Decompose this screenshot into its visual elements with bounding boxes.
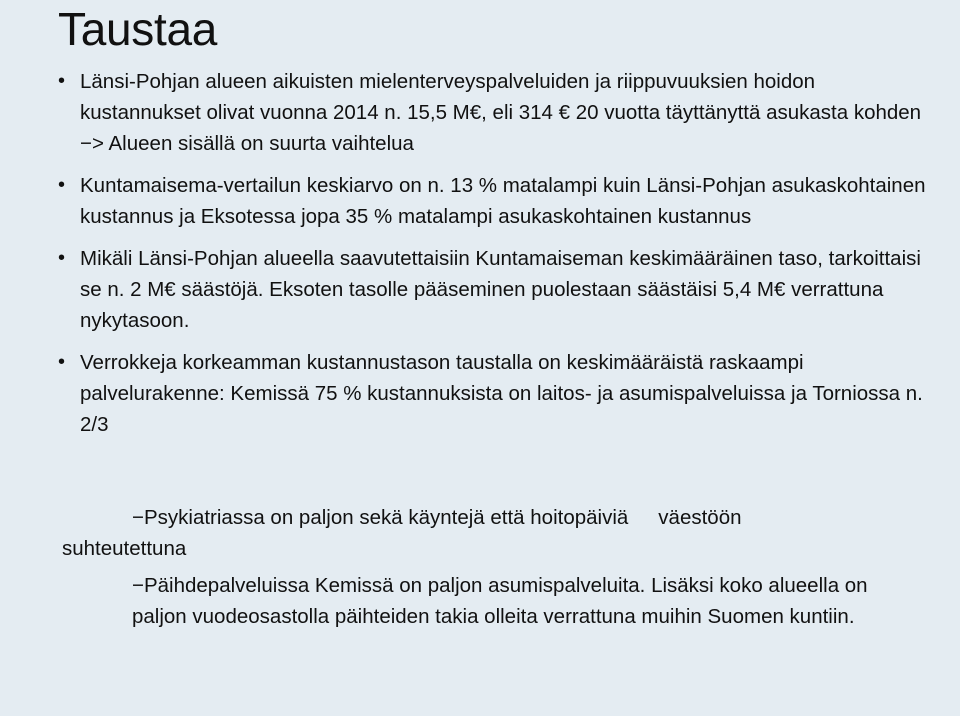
bullet-dot-icon: • [58, 70, 66, 92]
bullet-text: Kuntamaisema-vertailun keskiarvo on n. 13 % matalampi kuin Länsi-Pohjan asukaskohtainen kustannus ja Eksotessa jopa 35 % matalampi asukaskohtainen kustannus [80, 174, 926, 228]
bullet-dot-icon: • [58, 351, 66, 373]
sub-item-text: väestöön [658, 506, 742, 529]
bullet-dot-icon: • [58, 247, 66, 269]
bullet-text: Mikäli Länsi-Pohjan alueella saavutettaisiin Kuntamaiseman keskimääräinen taso, tarkoittaisi se n. 2 M€ säästöjä. Eksoten tasolle pääseminen puolestaan säästäisi 5,4 M€ verrattuna nykytasoon. [80, 247, 921, 332]
sub-item-substance [132, 570, 912, 632]
bullet-dot-icon: • [58, 174, 66, 196]
sub-item-psychiatry [62, 502, 902, 564]
bullet-list [58, 66, 938, 451]
bullet-item [58, 66, 938, 159]
sub-item-text: −Psykiatriassa on paljon sekä käyntejä että hoitopäiviä [132, 506, 629, 529]
sub-item-line [62, 502, 902, 533]
slide-title: Taustaa [58, 3, 218, 55]
bullet-item [58, 243, 938, 336]
bullet-text: Verrokkeja korkeamman kustannustason taustalla on keskimääräistä raskaampi palvelurakenne: Kemissä 75 % kustannuksista on laitos- ja asumispalveluissa ja Torniossa n. 2/3 [80, 351, 923, 436]
sub-item-text: −Päihdepalveluissa Kemissä on paljon asumispalveluita. Lisäksi koko alueella on paljon vuodeosastolla päihteiden takia olleita verrattuna muihin Suomen kuntiin. [132, 574, 868, 628]
bullet-text: Länsi-Pohjan alueen aikuisten mielenterveyspalveluiden ja riippuvuuksien hoidon kustannukset olivat vuonna 2014 n. 15,5 M€, eli 314 € 20 vuotta täyttänyttä asukasta kohden −> Alueen sisällä on suurta vaihtelua [80, 70, 922, 155]
bullet-item [58, 170, 938, 232]
bullet-item [58, 347, 938, 440]
sub-item-text: suhteutettuna [62, 537, 187, 560]
